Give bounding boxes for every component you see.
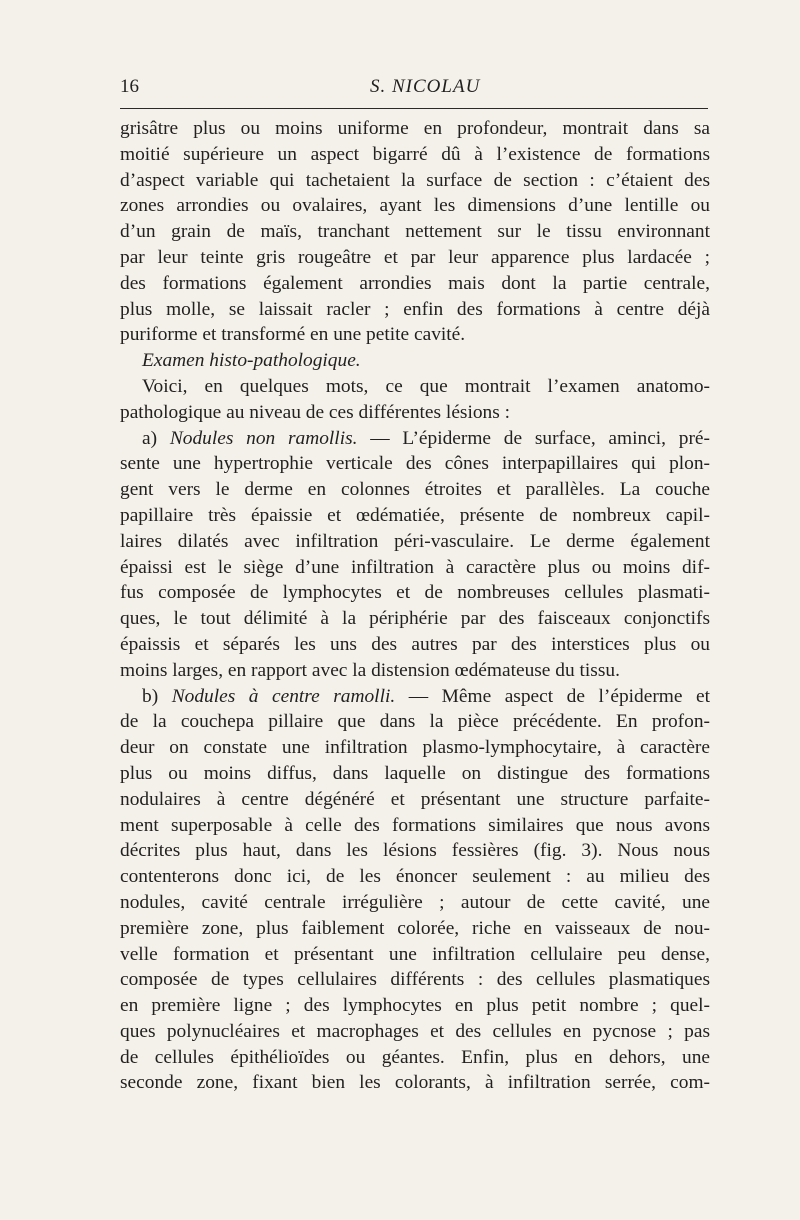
- text-line: [120, 735, 710, 761]
- text-line: [120, 374, 710, 400]
- text-line: [120, 658, 710, 684]
- running-header: [120, 76, 708, 104]
- line-text: seconde zone, fixant bien les colorants, à infiltration serrée, com-: [120, 1072, 710, 1094]
- page-number: 16: [120, 76, 139, 97]
- text-line: [120, 967, 710, 993]
- line-text: papillaire très épaissie et œdématiée, présente de nombreux capil-: [120, 504, 710, 526]
- line-text: de cellules épithélioïdes ou géantes. Enfin, plus en dehors, une: [120, 1046, 710, 1068]
- text-line: [120, 322, 710, 348]
- line-text: moitié supérieure un aspect bigarré dû à l’existence de formations: [120, 143, 710, 165]
- line-text: puriforme et transformé en une petite cavité.: [120, 324, 466, 346]
- text-line: [120, 168, 710, 194]
- line-text: b): [142, 685, 172, 707]
- line-text: gent vers le derme en colonnes étroites et parallèles. La couche: [120, 479, 710, 501]
- text-line: [120, 1019, 710, 1045]
- text-line: [120, 503, 710, 529]
- italic-heading: Nodules à centre ramolli.: [171, 685, 396, 707]
- line-text: de la couchepa pillaire que dans la pièce précédente. En profon-: [120, 711, 710, 733]
- text-line: [120, 864, 710, 890]
- text-line: [120, 890, 710, 916]
- line-text: — Même aspect de l’épiderme et: [395, 685, 710, 707]
- line-text: — L’épiderme de surface, aminci, pré-: [357, 427, 711, 449]
- text-line: [120, 193, 710, 219]
- line-text: ques polynucléaires et macrophages et des cellules en pycnose ; pas: [120, 1020, 710, 1042]
- text-line: [120, 942, 710, 968]
- line-text: laires dilatés avec infiltration péri-vasculaire. Le derme également: [120, 530, 710, 552]
- italic-heading: Nodules non ramollis.: [169, 427, 358, 449]
- line-text: décrites plus haut, dans les lésions fessières (fig. 3). Nous nous: [120, 840, 710, 862]
- text-line: [120, 451, 710, 477]
- line-text: zones arrondies ou ovalaires, ayant les dimensions d’une lentille ou: [120, 195, 710, 217]
- text-line: [120, 116, 710, 142]
- line-text: plus molle, se laissait racler ; enfin des formations à centre déjà: [120, 298, 710, 320]
- text-line: [120, 297, 710, 323]
- text-line: [120, 477, 710, 503]
- italic-heading: Examen histo-pathologique.: [142, 350, 361, 372]
- text-line: [120, 993, 710, 1019]
- text-line: [120, 684, 710, 710]
- text-line: [120, 1070, 710, 1096]
- line-text: Voici, en quelques mots, ce que montrait l’examen anatomo-: [142, 375, 710, 397]
- text-line: [120, 245, 710, 271]
- line-text: deur on constate une infiltration plasmo-lymphocytaire, à caractère: [120, 737, 710, 759]
- line-text: composée de types cellulaires différents : des cellules plasmatiques: [120, 969, 710, 991]
- line-text: velle formation et présentant une infiltration cellulaire peu dense,: [120, 943, 710, 965]
- line-text: nodulaires à centre dégénéré et présentant une structure parfaite-: [120, 788, 710, 810]
- text-line: [120, 916, 710, 942]
- text-line: [120, 709, 710, 735]
- text-line: [120, 761, 710, 787]
- line-text: première zone, plus faiblement colorée, riche en vaisseaux de nou-: [120, 917, 710, 939]
- line-text: d’un grain de maïs, tranchant nettement sur le tissu environnant: [120, 221, 710, 243]
- line-text: moins larges, en rapport avec la distension œdémateuse du tissu.: [120, 659, 620, 681]
- line-text: par leur teinte gris rougeâtre et par leur apparence plus lardacée ;: [120, 246, 710, 268]
- line-text: fus composée de lymphocytes et de nombreuses cellules plasmati-: [120, 582, 710, 604]
- line-text: grisâtre plus ou moins uniforme en profondeur, montrait dans sa: [120, 118, 710, 139]
- line-text: contenterons donc ici, de les énoncer seulement : au milieu des: [120, 866, 710, 888]
- text-line: [120, 606, 710, 632]
- text-line: [120, 426, 710, 452]
- text-line: [120, 142, 710, 168]
- text-line: [120, 787, 710, 813]
- line-text: ment superposable à celle des formations similaires que nous avons: [120, 814, 710, 836]
- line-text: plus ou moins diffus, dans laquelle on distingue des formations: [120, 762, 710, 784]
- line-text: épaissis et séparés les uns des autres par des interstices plus ou: [120, 633, 710, 655]
- line-text: d’aspect variable qui tachetaient la surface de section : c’étaient des: [120, 169, 710, 191]
- line-text: épaissi est le siège d’une infiltration à caractère plus ou moins dif-: [120, 556, 710, 578]
- header-rule: [120, 108, 708, 109]
- text-line: [120, 400, 710, 426]
- text-line: [120, 219, 710, 245]
- text-line: [120, 348, 710, 374]
- line-text: a): [142, 427, 170, 449]
- text-line: [120, 632, 710, 658]
- line-text: sente une hypertrophie verticale des cônes interpapillaires qui plon-: [120, 453, 710, 475]
- text-line: [120, 529, 710, 555]
- line-text: pathologique au niveau de ces différentes lésions :: [120, 401, 511, 423]
- line-text: des formations également arrondies mais dont la partie centrale,: [120, 272, 710, 294]
- text-line: [120, 1045, 710, 1071]
- text-line: [120, 813, 710, 839]
- line-text: ques, le tout délimité à la périphérie par des faisceaux conjonctifs: [120, 608, 710, 630]
- text-line: [120, 838, 710, 864]
- text-line: [120, 555, 710, 581]
- text-line: [120, 580, 710, 606]
- text-line: [120, 271, 710, 297]
- line-text: nodules, cavité centrale irrégulière ; autour de cette cavité, une: [120, 891, 710, 913]
- line-text: en première ligne ; des lymphocytes en plus petit nombre ; quel-: [120, 995, 710, 1017]
- running-title: S. NICOLAU: [370, 76, 481, 97]
- body-text: [120, 116, 710, 1096]
